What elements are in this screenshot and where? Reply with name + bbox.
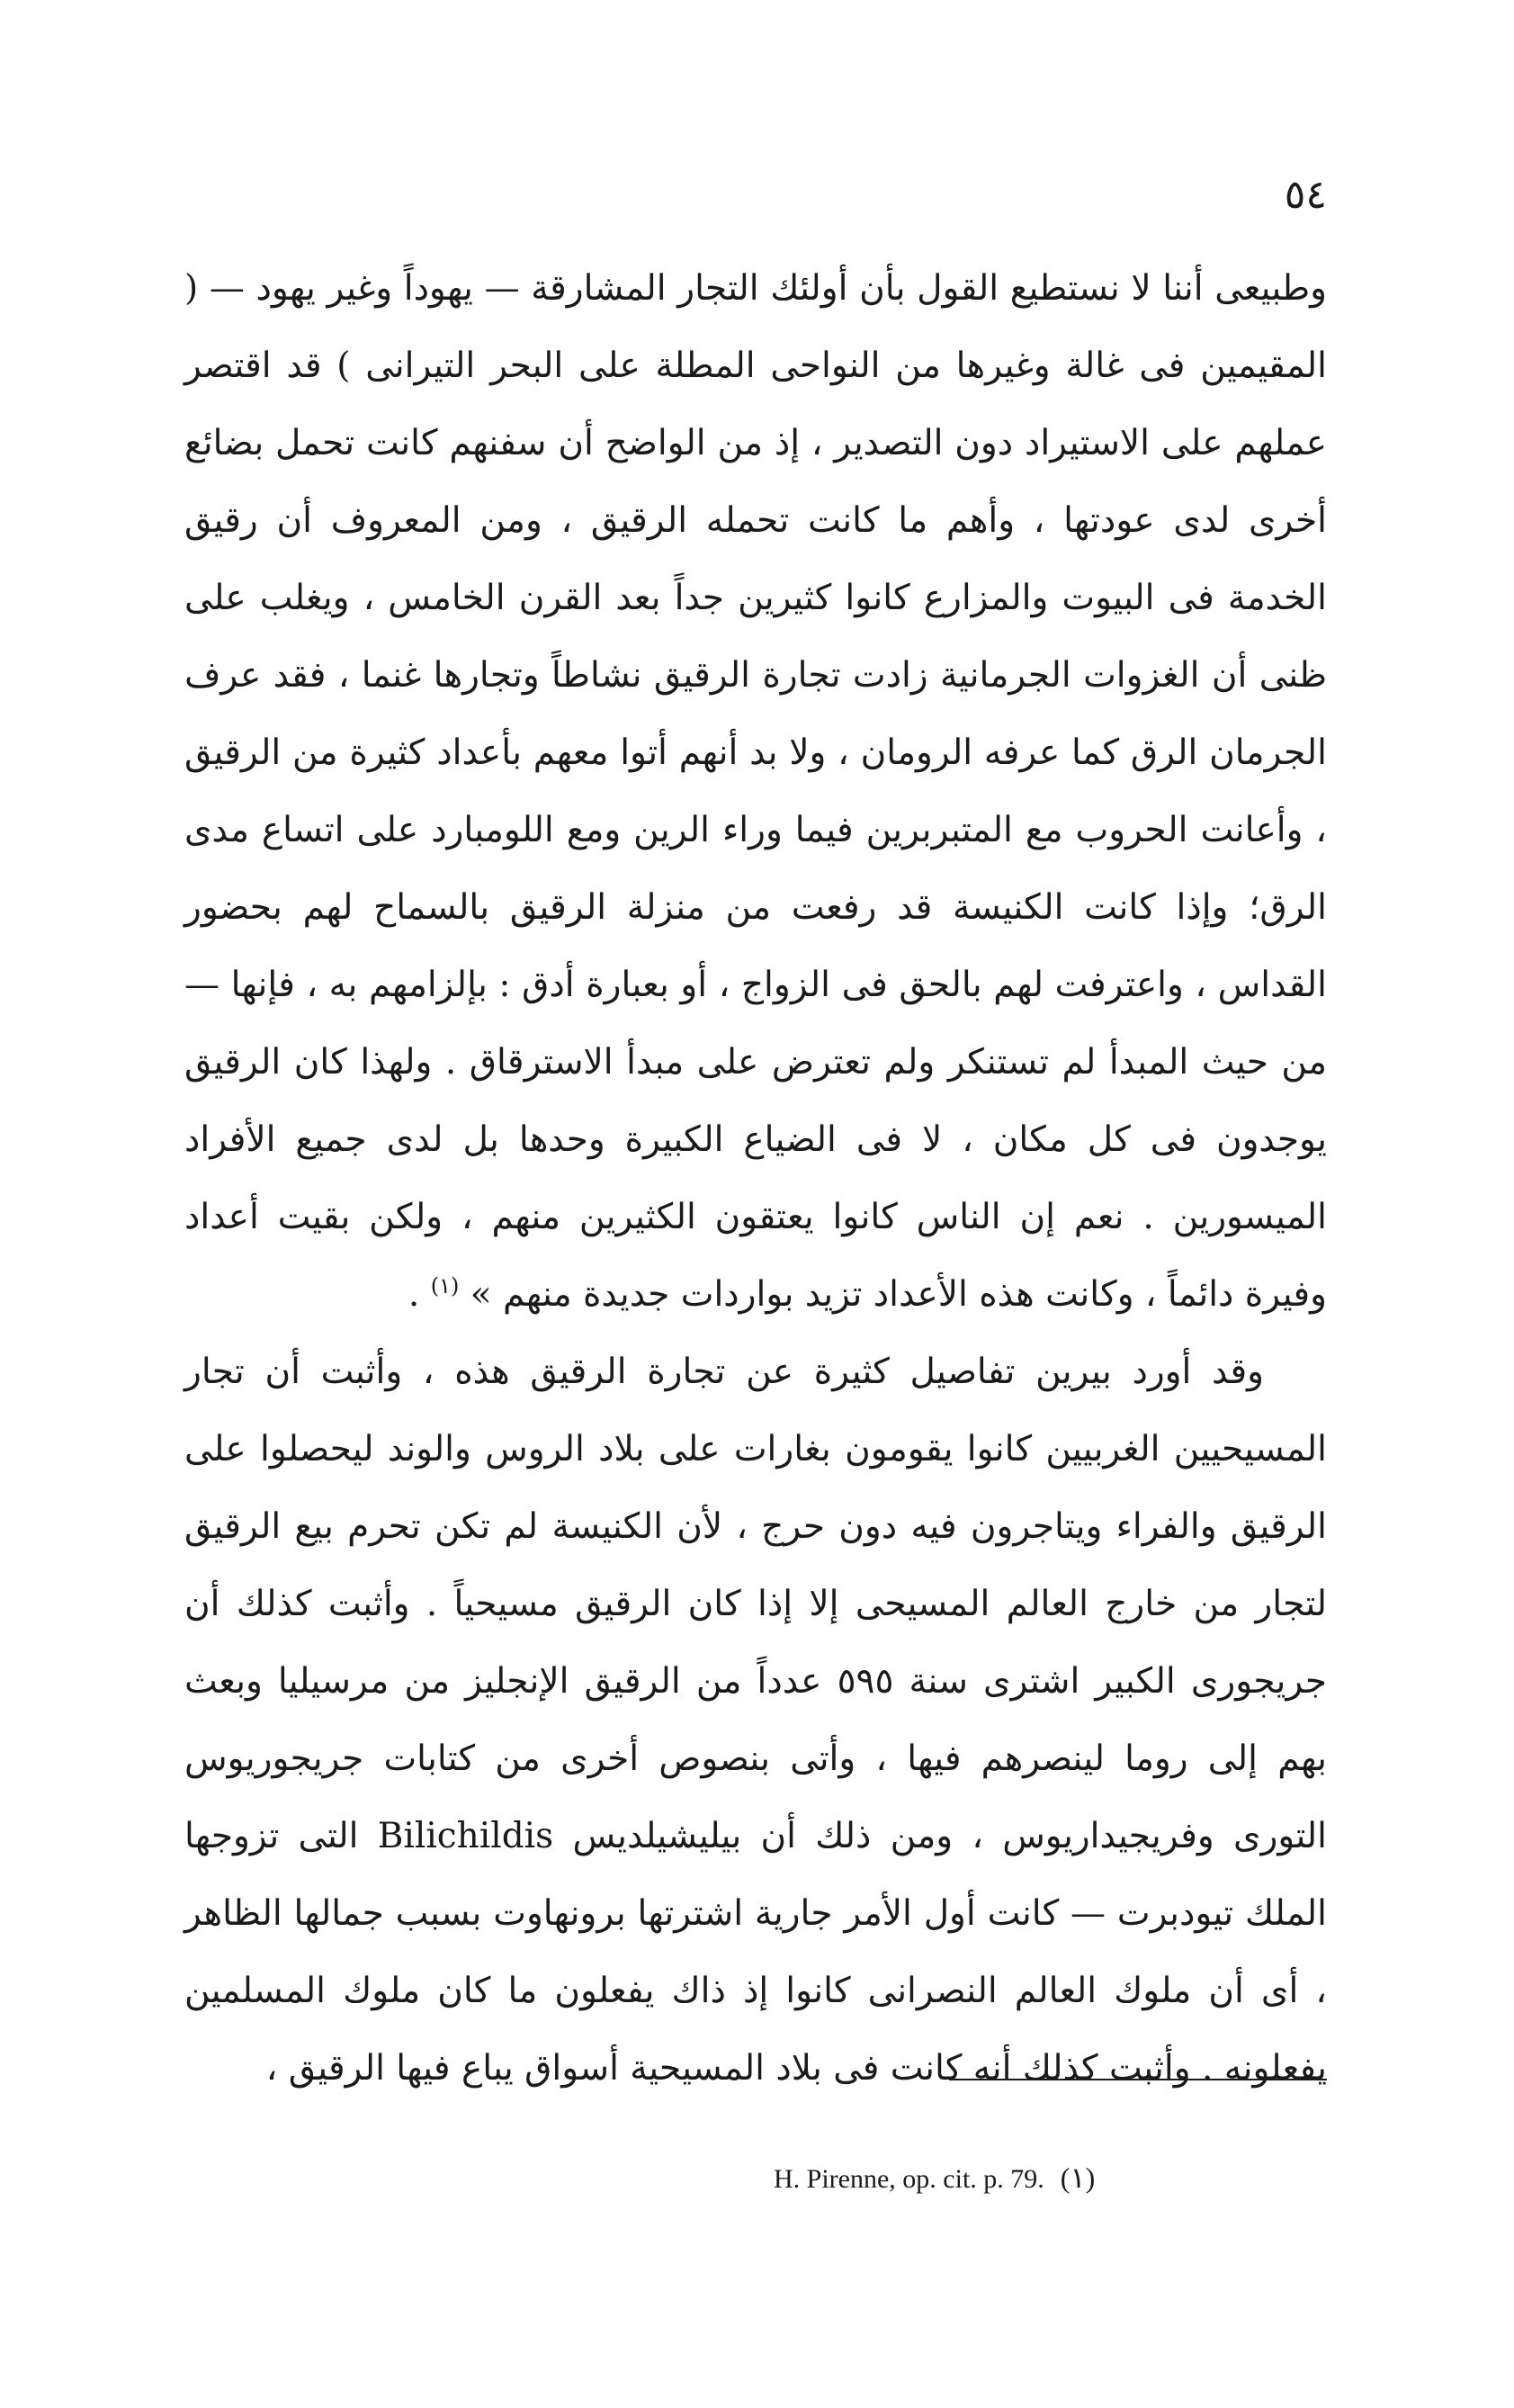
footnote-text: H. Pirenne, op. cit. p. 79. xyxy=(774,2164,1044,2194)
paragraph-2-text: وقد أورد بيرين تفاصيل كثيرة عن تجارة الرقيق هذه ، وأثبت أن تجار المسيحيين الغربيين كانوا يقومون بغارات على بلاد الروس والوند ليحصلوا على الرقيق والفراء ويتاجرون فيه دون حرج ، لأن الكنيسة لم تكن تحرم بيع الرقيق لتجار من خارج العالم المسيحى إلا إذا كان الرقيق مسيحياً . وأثبت كذلك أن جريجورى الكبير اشترى سنة ٥٩٥ عدداً من الرقيق الإنجليز من مرسيليا وبعث بهم إلى روما لينصرهم فيها ، وأتى بنصوص أخرى من كتابات جريجوريوس التورى وفريجيداريوس ، ومن ذلك أن بيليشيلديس Bilichildis التى تزوجها الملك تيودبرت — كانت أول الأمر جارية اشترتها برونهاوت بسبب جمالها الظاهر ، أى أن ملوك العالم النصرانى كانوا إذ ذاك يفعلون ما كان ملوك المسلمين يفعلونه . وأثبت كذلك أنه كانت فى بلاد المسيحية أسواق يباع فيها الرقيق ، xyxy=(184,1352,1328,2089)
footnote-marker: (١) xyxy=(1060,2161,1096,2194)
page-number: ٥٤ xyxy=(1284,172,1327,218)
paragraph-1-tail: . xyxy=(408,1274,420,1315)
footnote xyxy=(774,2160,1277,2197)
footnote-divider xyxy=(949,2079,1327,2080)
body-text xyxy=(184,250,1327,2107)
paragraph-2 xyxy=(184,1334,1327,2107)
paragraph-1 xyxy=(184,250,1327,1334)
paragraph-1-text: وطبيعى أننا لا نستطيع القول بأن أولئك التجار المشارقة — يهوداً وغير يهود — ( المقيمين فى غالة وغيرها من النواحى المطلة على البحر التيرانى ) قد اقتصر عملهم على الاستيراد دون التصدير ، إذ من الواضح أن سفنهم كانت تحمل بضائع أخرى لدى عودتها ، وأهم ما كانت تحمله الرقيق ، ومن المعروف أن رقيق الخدمة فى البيوت والمزارع كانوا كثيرين جداً بعد القرن الخامس ، ويغلب على ظنى أن الغزوات الجرمانية زادت تجارة الرقيق نشاطاً وتجارها غنما ، فقد عرف الجرمان الرق كما عرفه الرومان ، ولا بد أنهم أتوا معهم بأعداد كثيرة من الرقيق ، وأعانت الحروب مع المتبربرين فيما وراء الرين ومع اللومبارد على اتساع مدى الرق؛ وإذا كانت الكنيسة قد رفعت من منزلة الرقيق بالسماح لهم بحضور القداس ، واعترفت لهم بالحق فى الزواج ، أو بعبارة أدق : بإلزامهم به ، فإنها — من حيث المبدأ لم تستنكر ولم تعترض على مبدأ الاسترقاق . ولهذا كان الرقيق يوجدون فى كل مكان ، لا فى الضياع الكبيرة وحدها بل لدى جميع الأفراد الميسورين . نعم إن الناس كانوا يعتقون الكثيرين منهم ، ولكن بقيت أعداد وفيرة دائماً ، وكانت هذه الأعداد تزيد بواردات جديدة منهم » xyxy=(184,268,1327,1315)
footnote-reference: (١) xyxy=(430,1273,460,1298)
